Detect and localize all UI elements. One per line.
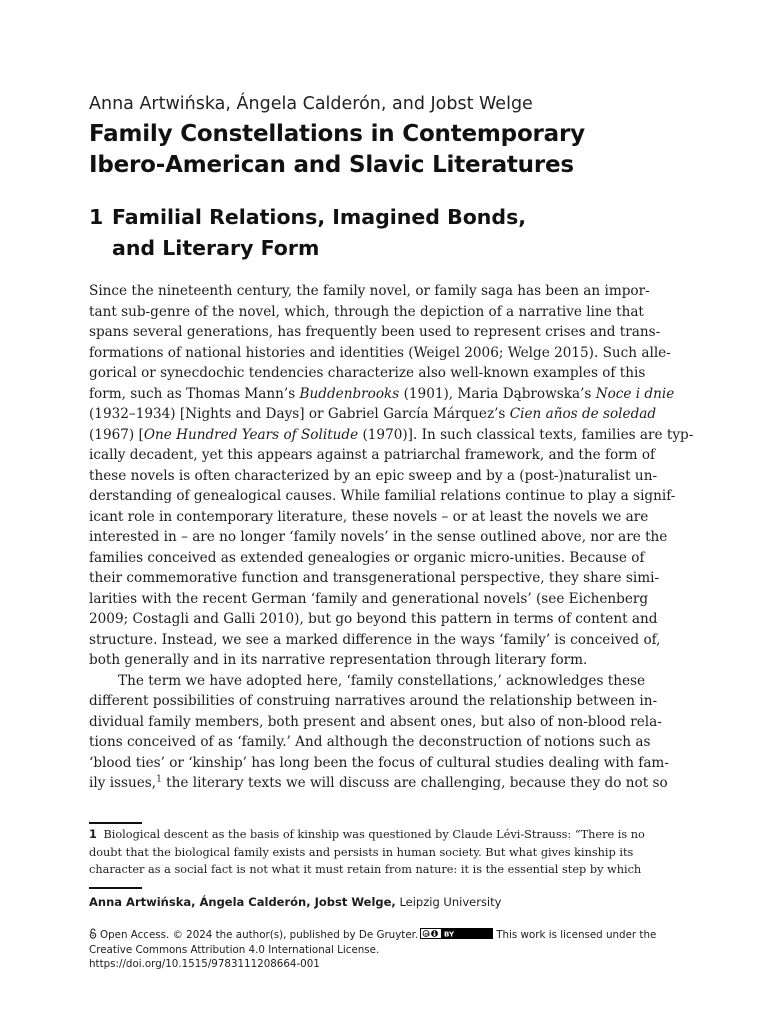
body-line [89, 773, 668, 794]
italic-title: Cien años de soledad [509, 406, 657, 422]
body-line [89, 384, 675, 405]
doi-link[interactable]: https://doi.org/10.1515/9783111208664-001 [89, 958, 320, 970]
affiliation-authors: Anna Artwińska, Ángela Calderón, Jobst Welge, [89, 895, 396, 909]
license-line: Creative Commons Attribution 4.0 International License. [89, 943, 380, 956]
chapter-title-line: Ibero-American and Slavic Literatures [89, 152, 574, 178]
book-page [89, 0, 694, 1024]
body-line: tions conceived of as ‘family.’ And although the deconstruction of notions such as [89, 734, 651, 750]
italic-title: Buddenbrooks [299, 385, 400, 402]
footnote-line [89, 826, 665, 844]
body-line: spans several generations, has frequently been used to represent crises and trans- [89, 324, 661, 340]
body-line: ‘blood ties’ or ‘kinship’ has long been the focus of cultural studies dealing with fam- [89, 754, 669, 771]
body-line: Since the nineteenth century, the family novel, or family saga has been an impor- [89, 283, 650, 299]
body-line: formations of national histories and identities (Weigel 2006; Welge 2015). Such alle- [89, 344, 671, 361]
text-run: (1932–1934) [Nights and Days] or Gabriel García Márquez’s [89, 406, 510, 422]
section-number: 1 [89, 205, 104, 229]
license-text: Open Access. © 2024 the author(s), published by De Gruyter. [100, 929, 419, 941]
text-run: (1967) [ [89, 426, 144, 443]
footnote-divider [89, 822, 142, 824]
affiliation-institution: Leipzig University [395, 895, 502, 909]
text-run: Biological descent as the basis of kinship was questioned by Claude Lévi-Strauss: “There is no [103, 828, 645, 841]
body-line: larities with the recent German ‘family and generational novels’ (see Eichenberg [89, 590, 649, 607]
affiliation-divider [89, 887, 142, 889]
body-line: 2009; Costagli and Galli 2010), but go beyond this pattern in terms of content and [89, 611, 658, 627]
text-run: (1970)]. In such classical texts, families are typ- [358, 426, 694, 443]
author-affiliation [89, 895, 501, 909]
italic-title: Noce i dnie [595, 385, 675, 402]
text-run: ily issues, [89, 775, 157, 791]
body-line: derstanding of genealogical causes. While familial relations continue to play a signif- [89, 488, 676, 504]
body-line: structure. Instead, we see a marked difference in the ways ‘family’ is conceived of, [89, 631, 661, 648]
body-line: The term we have adopted here, ‘family constellations,’ acknowledges these [118, 672, 646, 689]
body-line: interested in – are no longer ‘family novels’ in the sense outlined above, nor are the [89, 529, 668, 545]
open-access-icon [89, 928, 97, 939]
body-line [89, 425, 694, 446]
text-run: form, such as Thomas Mann’s [89, 385, 300, 402]
italic-title: One Hundred Years of Solitude [143, 426, 359, 443]
license-text: This work is licensed under the [496, 929, 657, 941]
section-title-line: and Literary Form [112, 236, 320, 260]
body-line: ically decadent, yet this appears against a patriarchal framework, and the form of [89, 447, 656, 463]
body-text [89, 281, 694, 794]
license-line [89, 928, 665, 943]
body-line: gorical or synecdochic tendencies characterize also well-known examples of this [89, 365, 646, 381]
svg-text:cc: cc [424, 932, 431, 938]
body-line: both generally and in its narrative representation through literary form. [89, 652, 588, 668]
section-title-line: Familial Relations, Imagined Bonds, [112, 205, 527, 229]
chapter-authors: Anna Artwińska, Ángela Calderón, and Jobst Welge [89, 94, 533, 114]
footnote-line: doubt that the biological family exists and persists in human society. But what gives kinship its [89, 845, 634, 859]
body-line: dividual family members, both present and absent ones, but also of non-blood rela- [89, 713, 662, 730]
cc-badge-label: BY [444, 930, 455, 939]
body-line [89, 404, 665, 425]
cc-by-badge-icon[interactable] [420, 928, 493, 939]
chapter-title-line: Family Constellations in Contemporary [89, 121, 585, 147]
body-line: different possibilities of construing narratives around the relationship between in- [89, 693, 658, 709]
footnote [89, 826, 665, 879]
body-line: tant sub-genre of the novel, which, through the depiction of a narrative line that [89, 303, 644, 320]
text-run: the literary texts we will discuss are challenging, because they do not so [161, 775, 668, 791]
footnote-number: 1 [89, 828, 97, 841]
text-run: (1901), Maria Dąbrowska’s [399, 385, 596, 402]
body-line: families conceived as extended genealogies or organic micro-unities. Because of [89, 549, 645, 566]
body-line: these novels is often characterized by an epic sweep and by a (post-)naturalist un- [89, 467, 658, 484]
chapter-title [89, 119, 665, 181]
body-line: their commemorative function and transgenerational perspective, they share simi- [89, 570, 660, 586]
footnote-line: character as a social fact is not what it must retain from nature: it is the essential step by which [89, 863, 642, 876]
license-notice [89, 928, 665, 972]
body-line: icant role in contemporary literature, these novels – or at least the novels we are [89, 508, 649, 525]
footnote-reference[interactable]: 1 [156, 774, 162, 785]
